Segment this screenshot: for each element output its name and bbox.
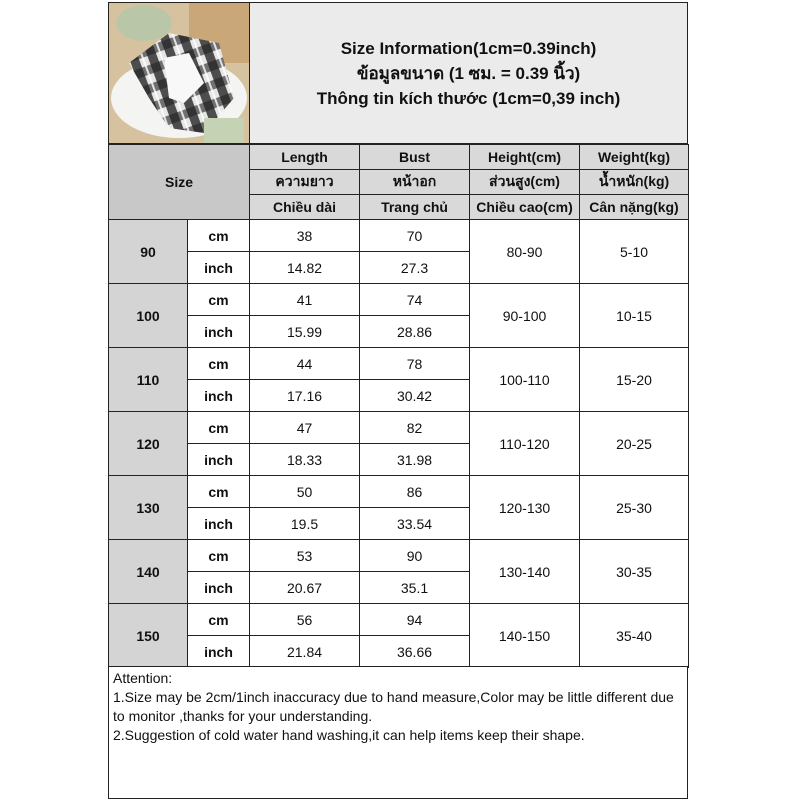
column-header-bust-th: หน้าอก (360, 170, 470, 195)
size-row-cm (109, 348, 689, 380)
weight-range: 15-20 (580, 348, 689, 412)
unit-inch: inch (188, 316, 250, 348)
size-label: 140 (109, 540, 188, 604)
unit-inch: inch (188, 252, 250, 284)
column-header-weight-th: น้ำหนัก(kg) (580, 170, 689, 195)
size-table (108, 144, 689, 668)
size-label: 100 (109, 284, 188, 348)
size-row-cm (109, 412, 689, 444)
size-row-cm (109, 284, 689, 316)
unit-cm: cm (188, 604, 250, 636)
unit-inch: inch (188, 508, 250, 540)
bust-inch: 27.3 (360, 252, 470, 284)
product-photo (109, 3, 250, 143)
size-row-cm (109, 476, 689, 508)
plaid-shirt-image (109, 3, 249, 143)
unit-inch: inch (188, 572, 250, 604)
size-information-title (250, 3, 687, 143)
unit-cm: cm (188, 348, 250, 380)
length-cm: 38 (250, 220, 360, 252)
size-row-cm (109, 220, 689, 252)
column-header-length-en: Length (250, 145, 360, 170)
title-vietnamese: Thông tin kích thước (1cm=0,39 inch) (316, 88, 621, 108)
height-range: 100-110 (470, 348, 580, 412)
bust-inch: 33.54 (360, 508, 470, 540)
column-header-length-vi: Chiều dài (250, 195, 360, 220)
height-range: 90-100 (470, 284, 580, 348)
column-header-bust-vi: Trang chủ (360, 195, 470, 220)
attention-note-2: 2.Suggestion of cold water hand washing,it can help items keep their shape. (113, 727, 585, 743)
attention-note-1: 1.Size may be 2cm/1inch inaccuracy due to hand measure,Color may be little different due to monitor ,thanks for your understanding. (113, 689, 674, 724)
length-inch: 21.84 (250, 636, 360, 668)
length-cm: 53 (250, 540, 360, 572)
height-range: 120-130 (470, 476, 580, 540)
bust-inch: 30.42 (360, 380, 470, 412)
header-section (108, 2, 688, 144)
bust-inch: 28.86 (360, 316, 470, 348)
weight-range: 10-15 (580, 284, 689, 348)
height-range: 110-120 (470, 412, 580, 476)
title-thai: ข้อมูลขนาด (1 ซม. = 0.39 นิ้ว) (356, 63, 581, 83)
column-header-weight-en: Weight(kg) (580, 145, 689, 170)
bust-cm: 82 (360, 412, 470, 444)
height-range: 80-90 (470, 220, 580, 284)
unit-cm: cm (188, 220, 250, 252)
length-inch: 15.99 (250, 316, 360, 348)
size-label: 110 (109, 348, 188, 412)
column-header-height-vi: Chiều cao(cm) (470, 195, 580, 220)
size-row-cm (109, 540, 689, 572)
bust-cm: 90 (360, 540, 470, 572)
size-label: 150 (109, 604, 188, 668)
column-header-height-en: Height(cm) (470, 145, 580, 170)
weight-range: 30-35 (580, 540, 689, 604)
bust-inch: 36.66 (360, 636, 470, 668)
bust-inch: 35.1 (360, 572, 470, 604)
length-cm: 56 (250, 604, 360, 636)
bust-cm: 94 (360, 604, 470, 636)
title-english: Size Information(1cm=0.39inch) (340, 38, 597, 58)
size-label: 90 (109, 220, 188, 284)
column-header-length-th: ความยาว (250, 170, 360, 195)
length-cm: 47 (250, 412, 360, 444)
size-row-cm (109, 604, 689, 636)
unit-cm: cm (188, 284, 250, 316)
unit-inch: inch (188, 380, 250, 412)
size-chart-sheet (108, 2, 688, 799)
attention-notes (108, 666, 688, 799)
unit-inch: inch (188, 444, 250, 476)
length-inch: 17.16 (250, 380, 360, 412)
bust-cm: 78 (360, 348, 470, 380)
height-range: 130-140 (470, 540, 580, 604)
size-label: 120 (109, 412, 188, 476)
height-range: 140-150 (470, 604, 580, 668)
unit-inch: inch (188, 636, 250, 668)
bust-cm: 70 (360, 220, 470, 252)
unit-cm: cm (188, 412, 250, 444)
length-inch: 18.33 (250, 444, 360, 476)
unit-cm: cm (188, 476, 250, 508)
unit-cm: cm (188, 540, 250, 572)
weight-range: 5-10 (580, 220, 689, 284)
column-header-bust-en: Bust (360, 145, 470, 170)
length-inch: 20.67 (250, 572, 360, 604)
length-cm: 50 (250, 476, 360, 508)
column-header-weight-vi: Cân nặng(kg) (580, 195, 689, 220)
bust-cm: 86 (360, 476, 470, 508)
weight-range: 20-25 (580, 412, 689, 476)
weight-range: 35-40 (580, 604, 689, 668)
weight-range: 25-30 (580, 476, 689, 540)
column-header-height-th: ส่วนสูง(cm) (470, 170, 580, 195)
bust-cm: 74 (360, 284, 470, 316)
size-label: 130 (109, 476, 188, 540)
size-column-header: Size (109, 145, 250, 220)
length-cm: 41 (250, 284, 360, 316)
bust-inch: 31.98 (360, 444, 470, 476)
length-cm: 44 (250, 348, 360, 380)
attention-heading: Attention: (113, 670, 173, 686)
length-inch: 19.5 (250, 508, 360, 540)
length-inch: 14.82 (250, 252, 360, 284)
